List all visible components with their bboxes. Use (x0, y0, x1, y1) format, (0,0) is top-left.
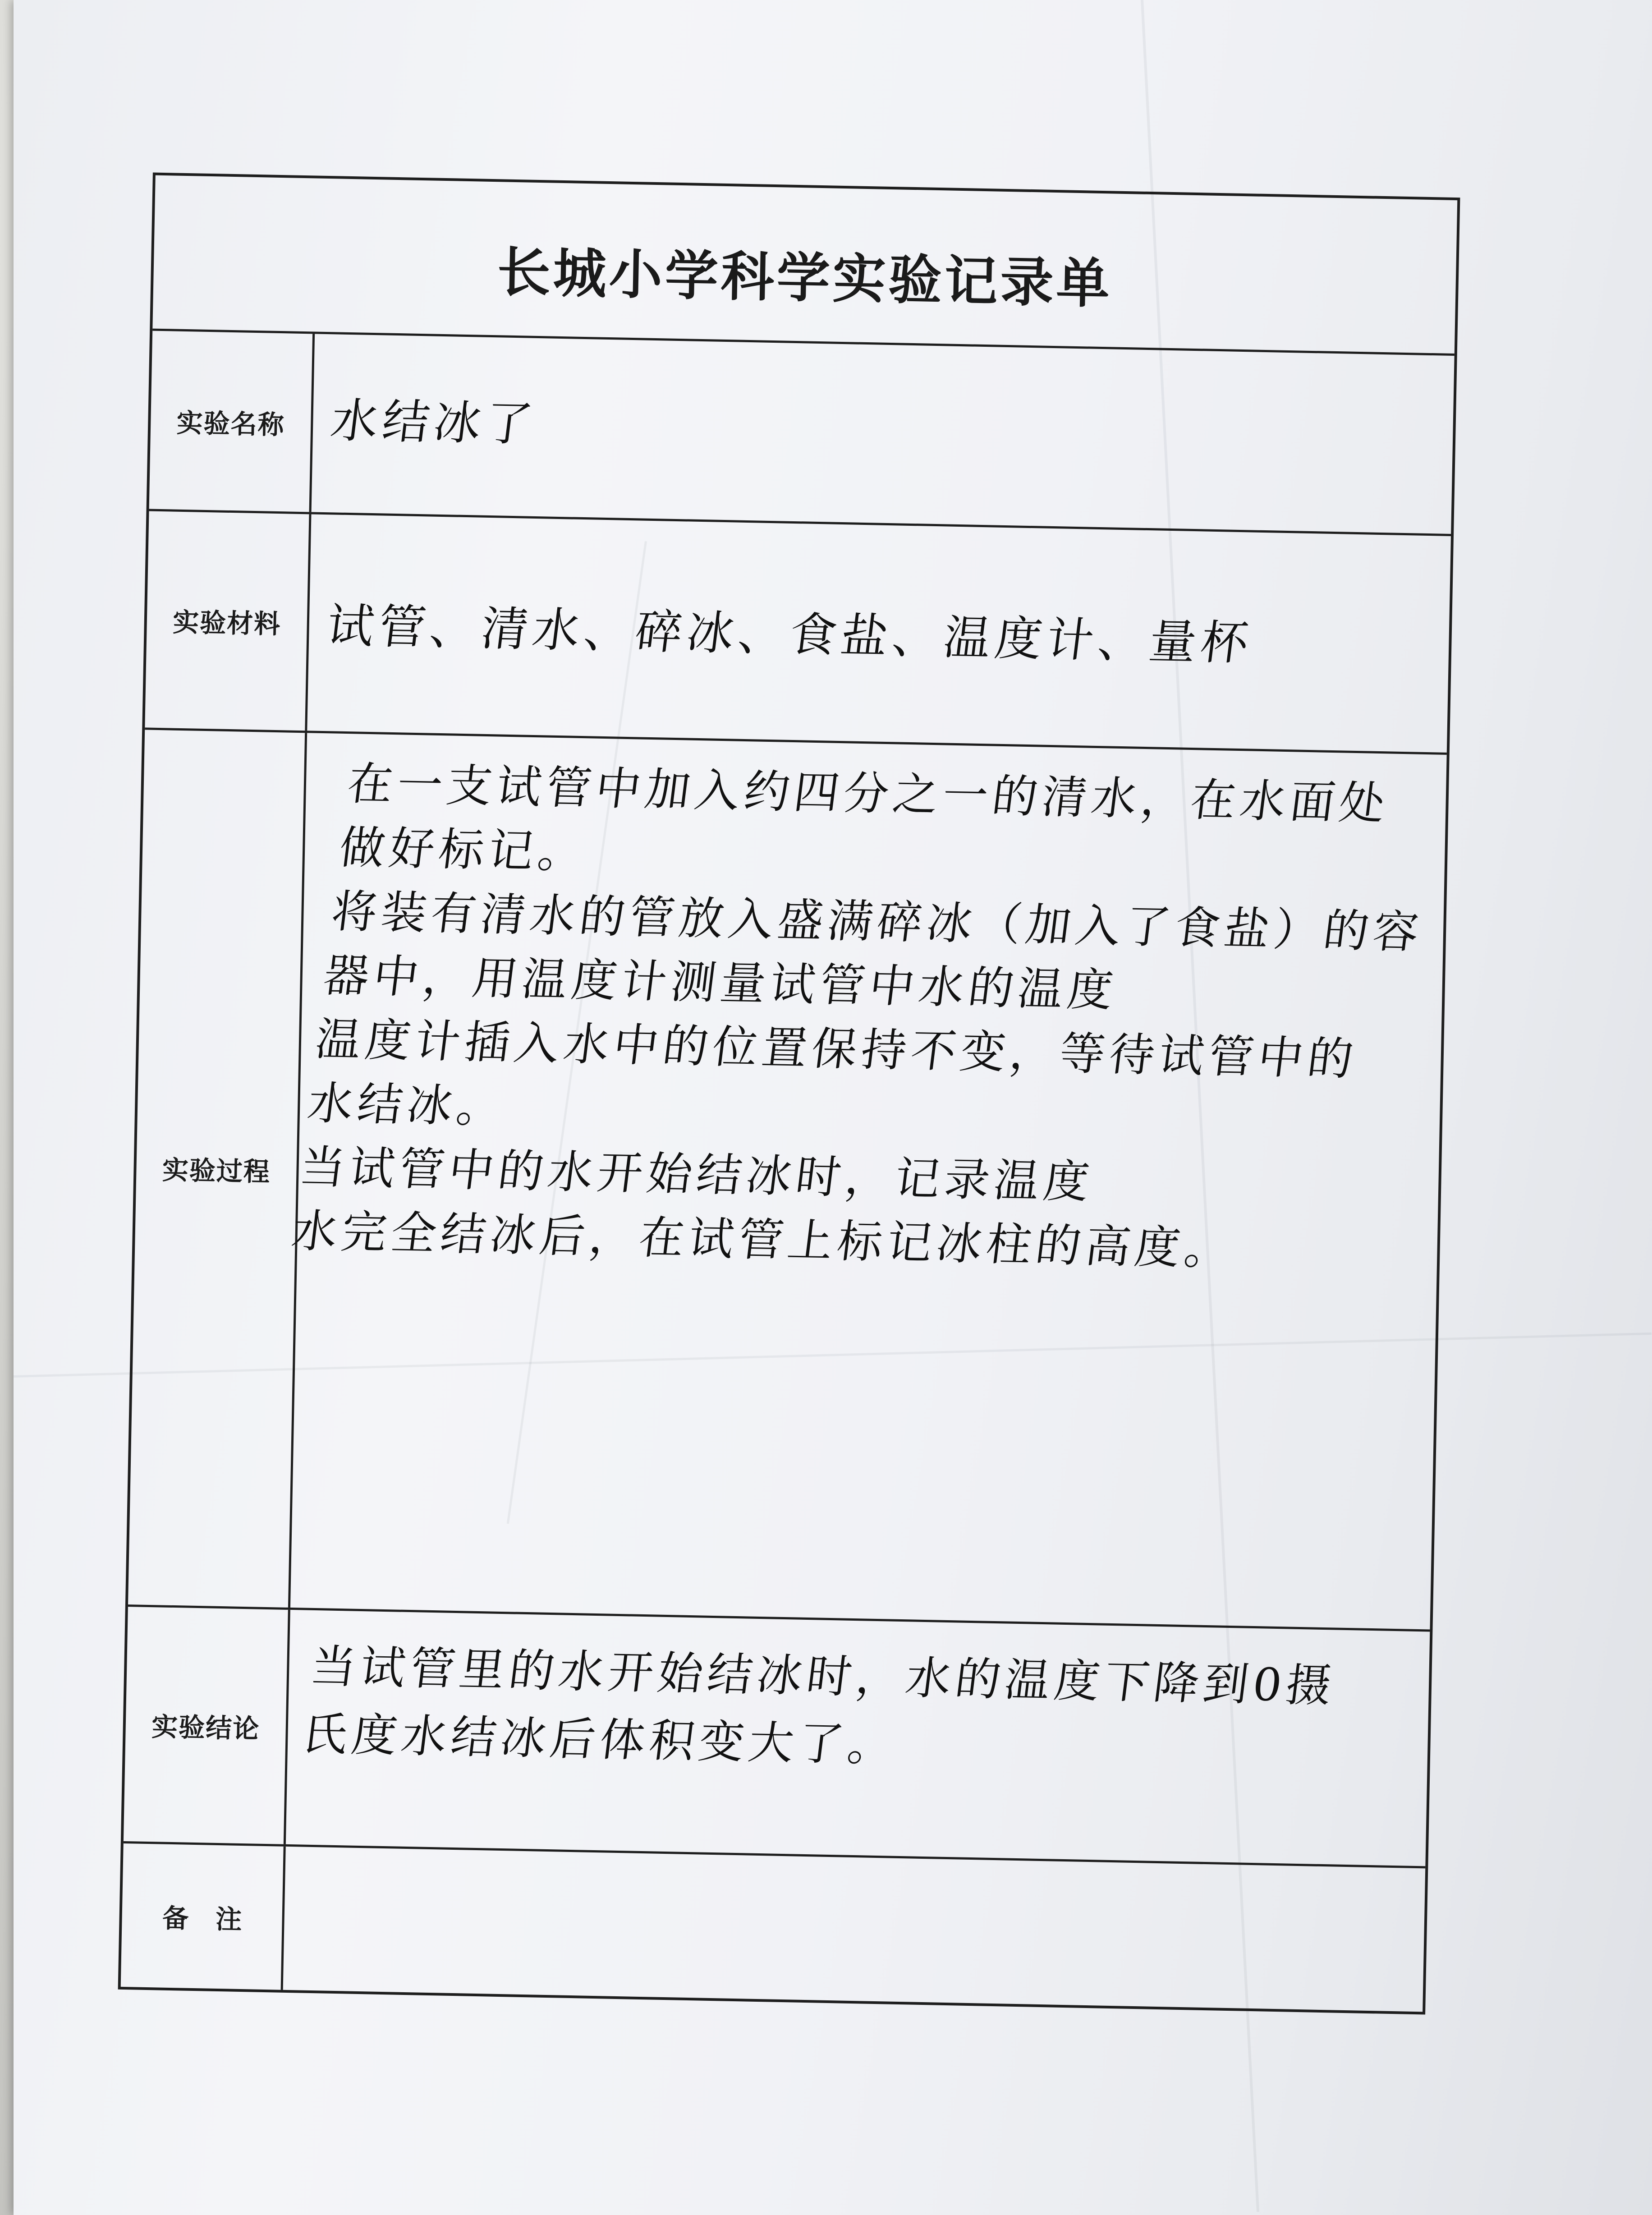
value-materials: 试管、清水、碎冰、食盐、温度计、量杯 (324, 598, 1256, 671)
title-row (152, 175, 1457, 356)
content-cell-conclusion (286, 1610, 1430, 1866)
row-conclusion (124, 1607, 1430, 1868)
process-line: 做好标记。 (336, 821, 591, 879)
process-line: 将装有清水的管放入盛满碎冰（加入了食盐）的容 (328, 885, 1426, 959)
process-line: 水结冰。 (304, 1076, 510, 1133)
content-cell-process (290, 733, 1447, 1629)
label-cell-conclusion (124, 1607, 290, 1844)
row-experiment-name (149, 331, 1455, 536)
conclusion-line: 氏度水结冰后体积变大了。 (299, 1707, 901, 1772)
label-cell-name (149, 331, 315, 512)
process-line: 器中，用温度计测量试管中水的温度 (321, 949, 1121, 1017)
content-cell-materials (307, 514, 1451, 752)
label-experiment-name: 实验名称 (176, 407, 285, 440)
form-title: 长城小学科学实验记录单 (496, 241, 1113, 315)
row-materials (145, 511, 1451, 755)
label-process: 实验过程 (162, 1154, 271, 1187)
label-conclusion: 实验结论 (151, 1711, 260, 1744)
label-remarks: 备注 (162, 1903, 269, 1936)
label-cell-remarks (121, 1843, 286, 1990)
row-remarks (121, 1843, 1426, 2012)
value-remarks (303, 1892, 1411, 1913)
process-line: 当试管中的水开始结冰时，记录温度 (297, 1140, 1097, 1209)
conclusion-line: 当试管里的水开始结冰时，水的温度下降到0摄 (307, 1640, 1339, 1713)
content-cell-name (312, 334, 1455, 533)
label-cell-materials (145, 511, 311, 731)
content-cell-remarks (283, 1847, 1426, 2012)
process-line: 水完全结冰后，在试管上标记冰柱的高度。 (289, 1204, 1238, 1275)
label-materials: 实验材料 (172, 607, 281, 640)
conclusion-text (298, 1633, 1423, 1789)
row-process (128, 730, 1447, 1631)
process-line: 在一支试管中加入约四分之一的清水，在水面处 (344, 757, 1393, 830)
process-line: 温度计插入水中的位置保持不变，等待试管中的 (312, 1012, 1361, 1086)
record-form (118, 173, 1460, 2015)
value-experiment-name: 水结冰了 (327, 393, 540, 452)
process-text (288, 752, 1460, 1284)
label-cell-process (128, 730, 307, 1608)
